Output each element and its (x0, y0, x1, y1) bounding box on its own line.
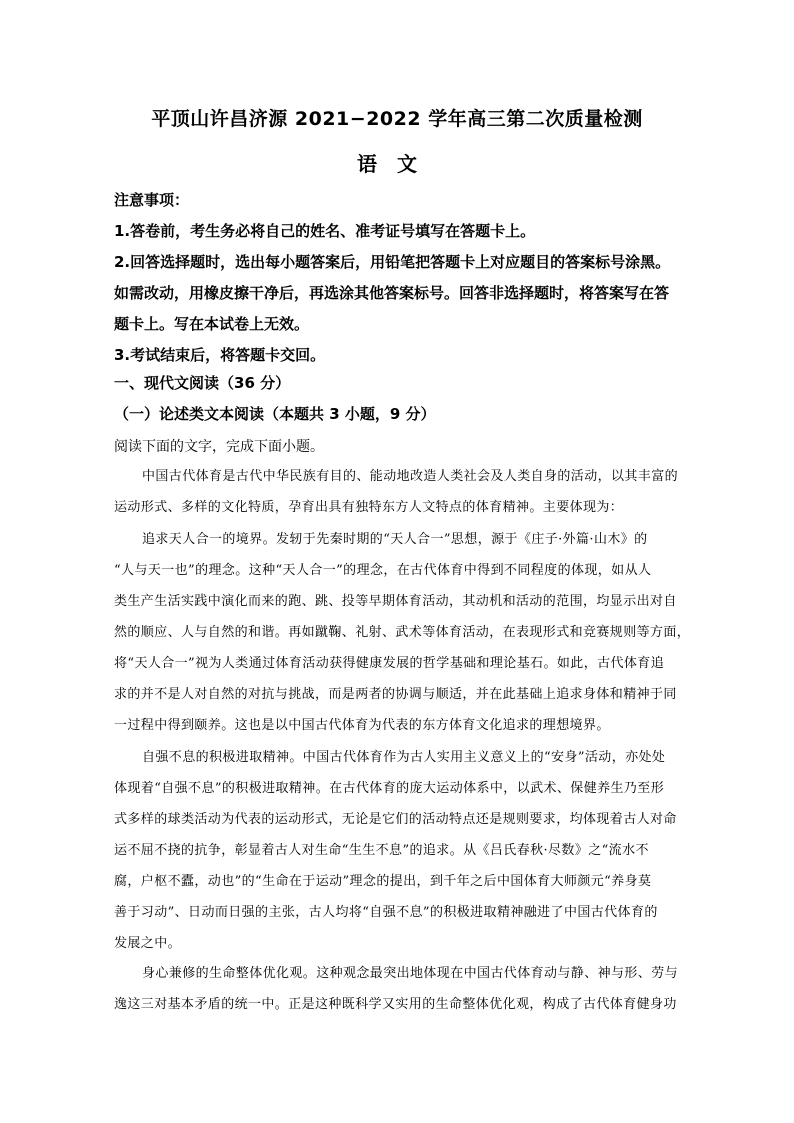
passage-paragraph (114, 742, 698, 959)
paragraph-line: 逸这三对基本矛盾的统一中。正是这种既科学又实用的生命整体优化观，构成了古代体育健身功 (114, 997, 677, 1012)
reading-instruction: 阅读下面的文字，完成下面小题。 (114, 439, 324, 455)
paragraph-line: 运不屈不挠的抗争，彰显着古人对生命“生生不息”的追求。从《吕氏春秋·尽数》之“流水不 (114, 843, 649, 858)
notice-item: 1.答卷前，考生务必将自己的姓名、准考证号填写在答题卡上。 (114, 222, 536, 240)
exam-title: 平顶山许昌济源 2021−2022 学年高三第二次质量检测 (151, 108, 643, 130)
paragraph-line: 自强不息的积极进取精神。中国古代体育作为古人实用主义意义上的“安身”活动，亦处处 (142, 750, 666, 765)
paragraph-line: 将“天人合一”视为人类通过体育活动获得健康发展的哲学基础和理论基石。如此，古代体育追 (114, 656, 665, 671)
notice-block (114, 185, 704, 371)
paragraph-line: 式多样的球类活动为代表的运动形式，无论是它们的活动特点还是规则要求，均体现着古人对命 (114, 812, 677, 827)
paragraph-line: 一过程中得到颐养。这也是以中国古代体育为代表的东方体育文化追求的理想境界。 (114, 718, 610, 733)
paragraph-line: 发展之中。 (114, 936, 182, 951)
notice-item: 如需改动，用橡皮擦干净后，再选涂其他答案标号。回答非选择题时，将答案写在答 (114, 284, 670, 302)
paragraph-line: 运动形式、多样的文化特质，孕育出具有独特东方人文特点的体育精神。主要体现为： (114, 500, 624, 515)
section-heading: 一、现代文阅读（36 分） (114, 374, 291, 392)
paragraph-line: “人与天一也”的理念。这种“天人合一”的理念，在古代体育中得到不同程度的体现，如从人 (114, 563, 652, 578)
paragraph-line: 求的并不是人对自然的对抗与挑战，而是两者的协调与顺适，并在此基础上追求身体和精神于同 (114, 687, 677, 702)
notice-item: 3.考试结束后，将答题卡交回。 (114, 346, 326, 364)
paragraph-line: 善于习动”、日动而日强的主张，古人均将“自强不息”的积极进取精神融进了中国古代体育的 (114, 905, 658, 920)
exam-subject: 语文 (357, 152, 437, 176)
subsection-heading: （一）论述类文本阅读（本题共 3 小题，9 分） (114, 405, 436, 423)
passage-paragraph (114, 524, 698, 741)
notice-heading: 注意事项： (114, 191, 190, 209)
paragraph-line: 追求天人合一的境界。发轫于先秦时期的“天人合一”思想，源于《庄子·外篇·山木》的 (142, 532, 648, 547)
paragraph-line: 然的顺应、人与自然的和谐。再如蹴鞠、礼射、武术等体育活动，在表现形式和竞赛规则等方面， (114, 625, 691, 640)
paragraph-line: 体现着“自强不息”的积极进取精神。在古代体育的庞大运动体系中，以武术、保健养生乃至形 (114, 781, 665, 796)
passage-paragraph (114, 461, 698, 523)
notice-item: 2.回答选择题时，选出每小题答案后，用铅笔把答题卡上对应题目的答案标号涂黑。 (114, 253, 671, 271)
paragraph-line: 腐，户枢不蠹，动也”的“生命在于运动”理念的提出，到千年之后中国体育大师颜元“养身莫 (114, 874, 652, 889)
passage-paragraph (114, 958, 698, 1020)
paragraph-line: 中国古代体育是古代中华民族有目的、能动地改造人类社会及人类自身的活动，以其丰富的 (142, 469, 679, 484)
notice-item: 题卡上。写在本试卷上无效。 (114, 315, 310, 333)
paragraph-line: 类生产生活实践中演化而来的跑、跳、投等早期体育活动，其动机和活动的范围，均显示出对自 (114, 594, 677, 609)
paragraph-line: 身心兼修的生命整体优化观。这种观念最突出地体现在中国古代体育动与静、神与形、劳与 (142, 966, 679, 981)
